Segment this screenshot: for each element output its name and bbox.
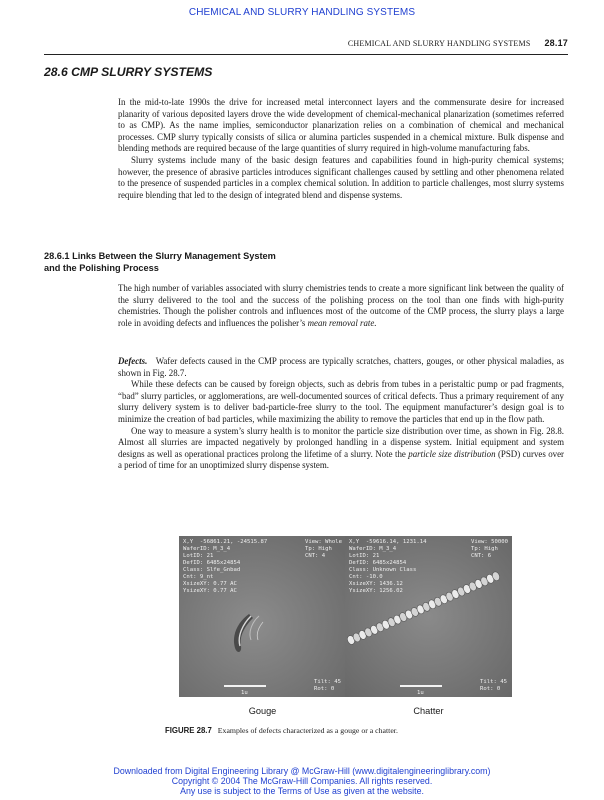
links-paragraph-text: The high number of variables associated with slurry chemistries tends to create a more significant link between the quality of the slurry delivered to the tool and the success of the polishing process on the tool than one finds with high-purity chemistries. Though the polisher controls and influences most of the outcome of the CMP process, the slurry plays a large role in avoiding defects and influences the polisher’s [118, 283, 564, 328]
chatter-tilt-rot: Tilt: 45 Rot: 0 [480, 679, 507, 692]
intro-paragraph-1: In the mid-to-late 1990s the drive for increased metal interconnect layers and the commensurate desire for increased planarity of various deposited layers drove the wide development of chemical-mechanical planarization (sometimes referred to as CMP). As the name implies, semiconductor planarization relies on a combination of chemical and mechanical processes. CMP slurry typically consists of silica or alumina particles suspended in a chemical mixture. Bulk dispense and blending methods are required because of the large quantities of slurry required in high-volume manufacturing fabs. [118, 97, 564, 154]
gouge-scale-label: 1u [241, 690, 248, 696]
psd-paragraph-after: (PSD) curves over a period of time for an unoptimized slurry dispense system. [118, 448, 565, 471]
gouge-metadata: X,Y -56861.21, -24515.87 WaferID: M_3_4 LotID: 21 DefID: 6485x24854 Class: Slfe_Gnbad Cnt: 9_nt XsizeXY: 0.77 AC YsizeXY: 0.77 AC [183, 539, 268, 594]
psd-paragraph-emphasis: particle size distribution [408, 448, 496, 459]
copyright-footer [0, 766, 604, 796]
subsection-title-line-2: and the Polishing Process [44, 263, 159, 273]
links-paragraph-emphasis: mean removal rate. [307, 317, 377, 328]
defects-paragraph-text: Wafer defects caused in the CMP process are typically scratches, chatters, gouges, or other physical maladies, as shown in Fig. 28.7. [118, 356, 564, 378]
figure-caption [165, 726, 398, 735]
foreign-objects-paragraph: While these defects can be caused by foreign objects, such as debris from tubes in a peristaltic pump or pad fragments, “bad” slurry particles, or agglomerations, are well-documented sources of critical defects. Thus a primary requirement of any slurry delivery system is to deliver bad-particle-free slurry to the tool. The equipment manufacturer’s design goal is to minimize the creation of bad particles, while maximizing the ability to remove the particles that end up in the flow path. [118, 379, 564, 424]
chatter-view-metadata: View: 50000 Tp: High CNT: 6 [470, 539, 508, 559]
figure-number: FIGURE 28.7 [165, 726, 212, 735]
figure-caption-text: Examples of defects characterized as a gouge or a chatter. [217, 726, 398, 735]
psd-paragraph [118, 426, 564, 472]
chatter-scale-label: 1u [417, 690, 424, 696]
sem-image-gouge [179, 536, 346, 697]
links-paragraph [118, 283, 564, 329]
defects-paragraph [118, 356, 564, 379]
figure-label-gouge: Gouge [248, 706, 277, 716]
page-number: 28.17 [544, 38, 568, 48]
defects-text [118, 356, 564, 472]
footer-download-link[interactable]: Downloaded from Digital Engineering Library @ McGraw-Hill (www.digitalengineeringlibrary.com) [113, 766, 491, 776]
sem-image-chatter [345, 536, 512, 697]
gouge-scale-bar [224, 685, 266, 687]
intro-text [118, 97, 564, 201]
subsection-title-line-1: 28.6.1 Links Between the Slurry Management System [44, 251, 276, 261]
section-title: 28.6 CMP SLURRY SYSTEMS [44, 65, 213, 79]
gouge-view-metadata: View: Whole Tp: High CNT: 4 [304, 539, 342, 559]
links-text [118, 283, 564, 329]
footer-copyright: Copyright © 2004 The McGraw-Hill Companies. All rights reserved. [171, 776, 433, 786]
chatter-scale-bar [400, 685, 442, 687]
library-banner: CHEMICAL AND SLURRY HANDLING SYSTEMS [188, 7, 416, 18]
footer-terms[interactable]: Any use is subject to the Terms of Use as given at the website. [180, 786, 424, 796]
figure-label-chatter: Chatter [413, 706, 444, 716]
subsection-title [44, 250, 344, 274]
intro-paragraph-2: Slurry systems include many of the basic design features and capabilities found in high-purity chemical systems; however, the presence of abrasive particles introduces significant challenges caused by settling and other phenomena related to the presence of suspended particles in a complex chemical solution. In addition to particle challenges, most slurry systems require blending that led to the design of integrated blend and dispense systems. [118, 154, 564, 200]
header-rule [44, 54, 568, 55]
defects-run-in-heading: Defects. [118, 356, 148, 366]
chatter-metadata: X,Y -59616.14, 1231.14 WaferID: M_3_4 LotID: 21 DefID: 6485x24854 Class: Unknown Class Cnt: -10.0 XsizeXY: 1436.12 YsizeXY: 1256.02 [349, 539, 427, 594]
running-head-title: CHEMICAL AND SLURRY HANDLING SYSTEMS [347, 39, 531, 48]
running-head [348, 38, 568, 48]
psd-paragraph-before: One way to measure a system’s slurry health is to monitor the particle size distribution over time, as shown in Fig. 28.8. Almost all slurries are impacted negatively by prolonged handling in a dispense system. Initial equipment and system designs as well as operational practices prolong the lifetime of a slurry. Note the [118, 425, 564, 459]
gouge-tilt-rot: Tilt: 45 Rot: 0 [314, 679, 341, 692]
